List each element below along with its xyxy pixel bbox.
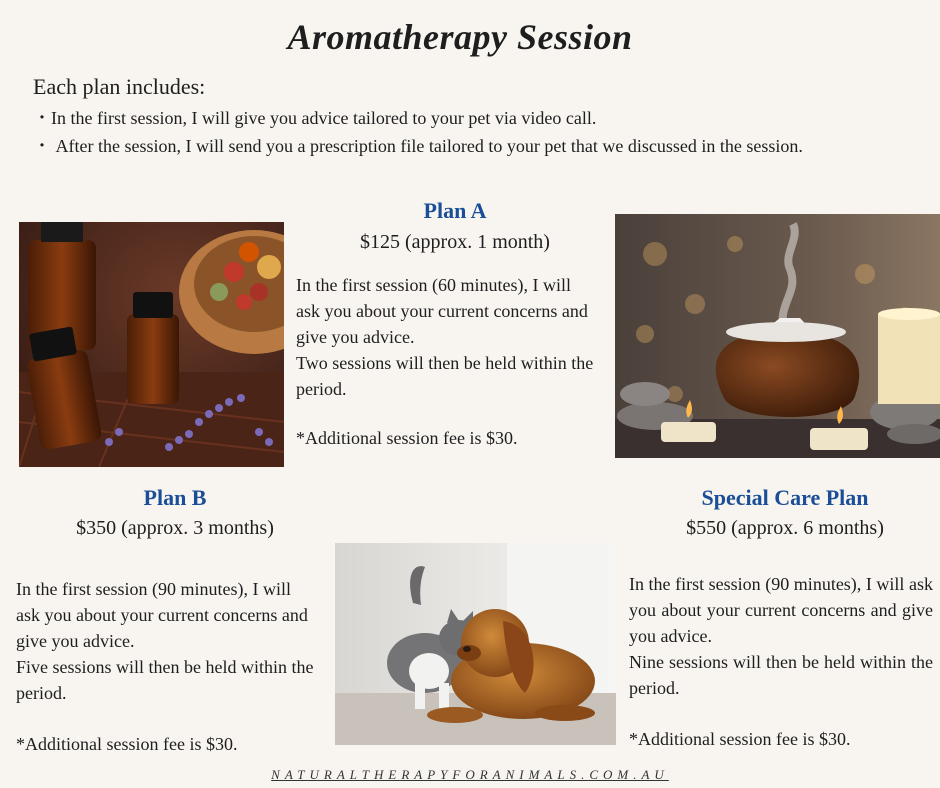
plan-b-name: Plan B [143, 485, 207, 510]
plan-a-fee-note: *Additional session fee is $30. [296, 428, 518, 448]
special-care-plan-fee-note: *Additional session fee is $30. [629, 729, 851, 749]
special-care-plan-price: $550 (approx. 6 months) [686, 517, 884, 539]
special-care-plan-description [629, 571, 933, 701]
plan-b-price: $350 (approx. 3 months) [76, 517, 274, 539]
plan-b-description-line-1: In the first session (90 minutes), I will ask you about your current concerns and give you advice. [16, 579, 308, 651]
plan-a-description-line-1: In the first session (60 minutes), I will ask you about your current concerns and give you advice. [296, 275, 588, 347]
aroma-diffuser-photo [615, 214, 940, 458]
include-bullet-2: ・ After the session, I will send you a prescription file tailored to your pet that we discussed in the session. [33, 136, 803, 156]
website-link[interactable]: NATURALTHERAPYFORANIMALS.COM.AU [271, 767, 669, 782]
special-care-plan-description-line-1: In the first session (90 minutes), I will ask you about your current concerns and give you advice. [629, 574, 933, 646]
plan-b-description-line-2: Five sessions will then be held within the period. [16, 657, 314, 703]
page-title: Aromatherapy Session [287, 17, 633, 57]
special-care-plan-description-line-2: Nine sessions will then be held within the period. [629, 652, 933, 698]
plan-a-name: Plan A [423, 198, 487, 223]
cat-and-dog-photo [335, 543, 616, 745]
include-bullet-1: ・In the first session, I will give you advice tailored to your pet via video call. [33, 108, 597, 128]
plan-a-description-line-2: Two sessions will then be held within the period. [296, 353, 594, 399]
plan-a-description [296, 272, 596, 402]
essential-oils-photo [19, 222, 284, 467]
includes-heading: Each plan includes: [33, 74, 206, 99]
special-care-plan-name: Special Care Plan [701, 485, 869, 510]
plan-b-fee-note: *Additional session fee is $30. [16, 734, 238, 754]
plan-a-price: $125 (approx. 1 month) [360, 231, 550, 253]
plan-b-description [16, 576, 316, 706]
